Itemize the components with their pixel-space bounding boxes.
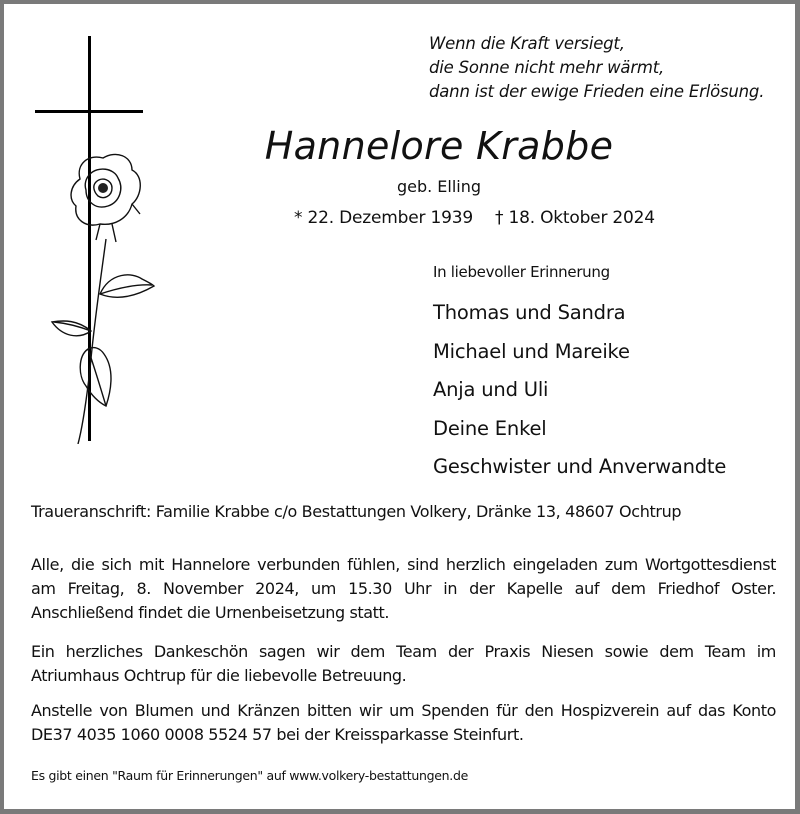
poem-line: die Sonne nicht mehr wärmt, — [429, 58, 665, 77]
memory-intro: In liebevoller Erinnerung — [433, 263, 610, 281]
poem — [429, 32, 764, 104]
thanks-paragraph: Ein herzliches Dankeschön sagen wir dem Team der Praxis Niesen sowie dem Team im Atriumhaus Ochtrup für die liebevolle Betreuung. — [31, 642, 776, 685]
mourners-list — [433, 294, 726, 487]
poem-line: Wenn die Kraft versiegt, — [429, 34, 625, 53]
maiden-name: geb. Elling — [396, 177, 482, 196]
service-invitation-paragraph: Alle, die sich mit Hannelore verbunden fühlen, sind herzlich eingeladen zum Wortgottesdienst am Freitag, 8. November 2024, um 15.30 Uhr in der Kapelle auf dem Friedhof Oster. Anschließend findet die Urnenbeisetzung statt. — [31, 555, 776, 622]
mourner-entry: Geschwister und Anverwandte — [433, 455, 727, 478]
poem-line: dann ist der ewige Frieden eine Erlösung. — [429, 82, 765, 101]
mourning-address: Traueranschrift: Familie Krabbe c/o Bestattungen Volkery, Dränke 13, 48607 Ochtrup — [31, 502, 682, 521]
mourner-entry: Thomas und Sandra — [433, 301, 626, 324]
death-date: † 18. Oktober 2024 — [494, 208, 655, 228]
deceased-name: Hannelore Krabbe — [264, 124, 614, 168]
mourner-entry: Deine Enkel — [433, 416, 547, 440]
life-dates — [294, 208, 655, 228]
birth-date: * 22. Dezember 1939 — [294, 208, 473, 228]
memorial-website-note: Es gibt einen "Raum für Erinnerungen" auf www.volkery-bestattungen.de — [31, 768, 468, 783]
mourner-entry: Michael und Mareike — [433, 339, 630, 363]
donation-paragraph: Anstelle von Blumen und Kränzen bitten wir um Spenden für den Hospizverein auf das Konto DE37 4035 1060 0008 5524 57 bei der Kreissparkasse Steinfurt. — [31, 701, 776, 744]
cross-icon-horizontal-bar — [35, 110, 143, 113]
obituary-card — [4, 4, 795, 809]
mourner-entry: Anja und Uli — [433, 378, 549, 401]
